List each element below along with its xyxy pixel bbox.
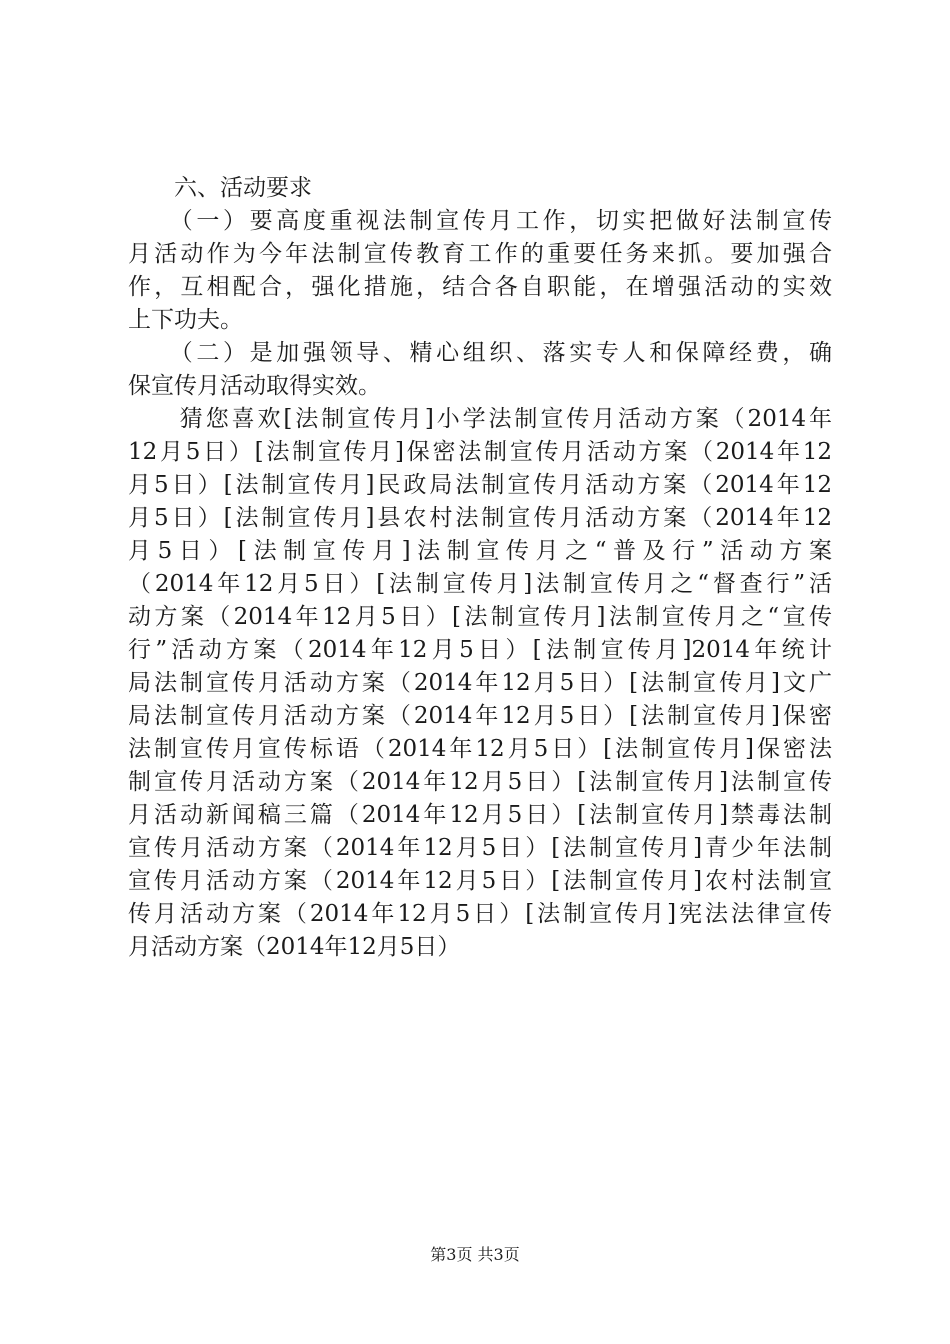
paragraph-line: （一）要高度重视法制宣传月工作，切实把做好法制宣传: [128, 208, 832, 234]
related-links-line: 猜您喜欢[法制宣传月]小学法制宣传月活动方案（2014年: [128, 406, 832, 432]
paragraph-line: 月活动作为今年法制宣传教育工作的重要任务来抓。要加强合: [128, 241, 832, 267]
paragraph-line: （二）是加强领导、精心组织、落实专人和保障经费，确: [128, 340, 832, 366]
related-links-line: 制宣传月活动方案（2014年12月5日）[法制宣传月]法制宣传: [128, 769, 832, 795]
related-links-line: 月5日）[法制宣传月]民政局法制宣传月活动方案（2014年12: [128, 472, 832, 498]
section-heading: 六、活动要求: [128, 175, 312, 201]
related-links-line: 月活动新闻稿三篇（2014年12月5日）[法制宣传月]禁毒法制: [128, 802, 832, 828]
related-links-line: 宣传月活动方案（2014年12月5日）[法制宣传月]青少年法制: [128, 835, 832, 861]
document-body: [128, 172, 832, 964]
related-links-line: 月活动方案（2014年12月5日）: [128, 934, 461, 960]
related-links-line: 法制宣传月宣传标语（2014年12月5日）[法制宣传月]保密法: [128, 736, 832, 762]
paragraph-line: 上下功夫。: [128, 307, 243, 333]
related-links-line: 动方案（2014年12月5日）[法制宣传月]法制宣传月之“宣传: [128, 604, 832, 630]
related-links-line: 月5日）[法制宣传月]法制宣传月之“普及行”活动方案: [128, 538, 832, 564]
paragraph-line: 保宣传月活动取得实效。: [128, 373, 381, 399]
related-links-line: 行”活动方案（2014年12月5日）[法制宣传月]2014年统计: [128, 637, 832, 663]
related-links-line: 宣传月活动方案（2014年12月5日）[法制宣传月]农村法制宣: [128, 868, 832, 894]
related-links-line: （2014年12月5日）[法制宣传月]法制宣传月之“督查行”活: [128, 571, 832, 597]
related-links-line: 12月5日）[法制宣传月]保密法制宣传月活动方案（2014年12: [128, 439, 832, 465]
paragraph-line: 作，互相配合，强化措施，结合各自职能，在增强活动的实效: [128, 274, 832, 300]
related-links-line: 传月活动方案（2014年12月5日）[法制宣传月]宪法法律宣传: [128, 901, 832, 927]
page-number-footer: 第3页 共3页: [430, 1245, 520, 1264]
related-links-line: 局法制宣传月活动方案（2014年12月5日）[法制宣传月]保密: [128, 703, 832, 729]
related-links-line: 局法制宣传月活动方案（2014年12月5日）[法制宣传月]文广: [128, 670, 832, 696]
related-links-line: 月5日）[法制宣传月]县农村法制宣传月活动方案（2014年12: [128, 505, 832, 531]
